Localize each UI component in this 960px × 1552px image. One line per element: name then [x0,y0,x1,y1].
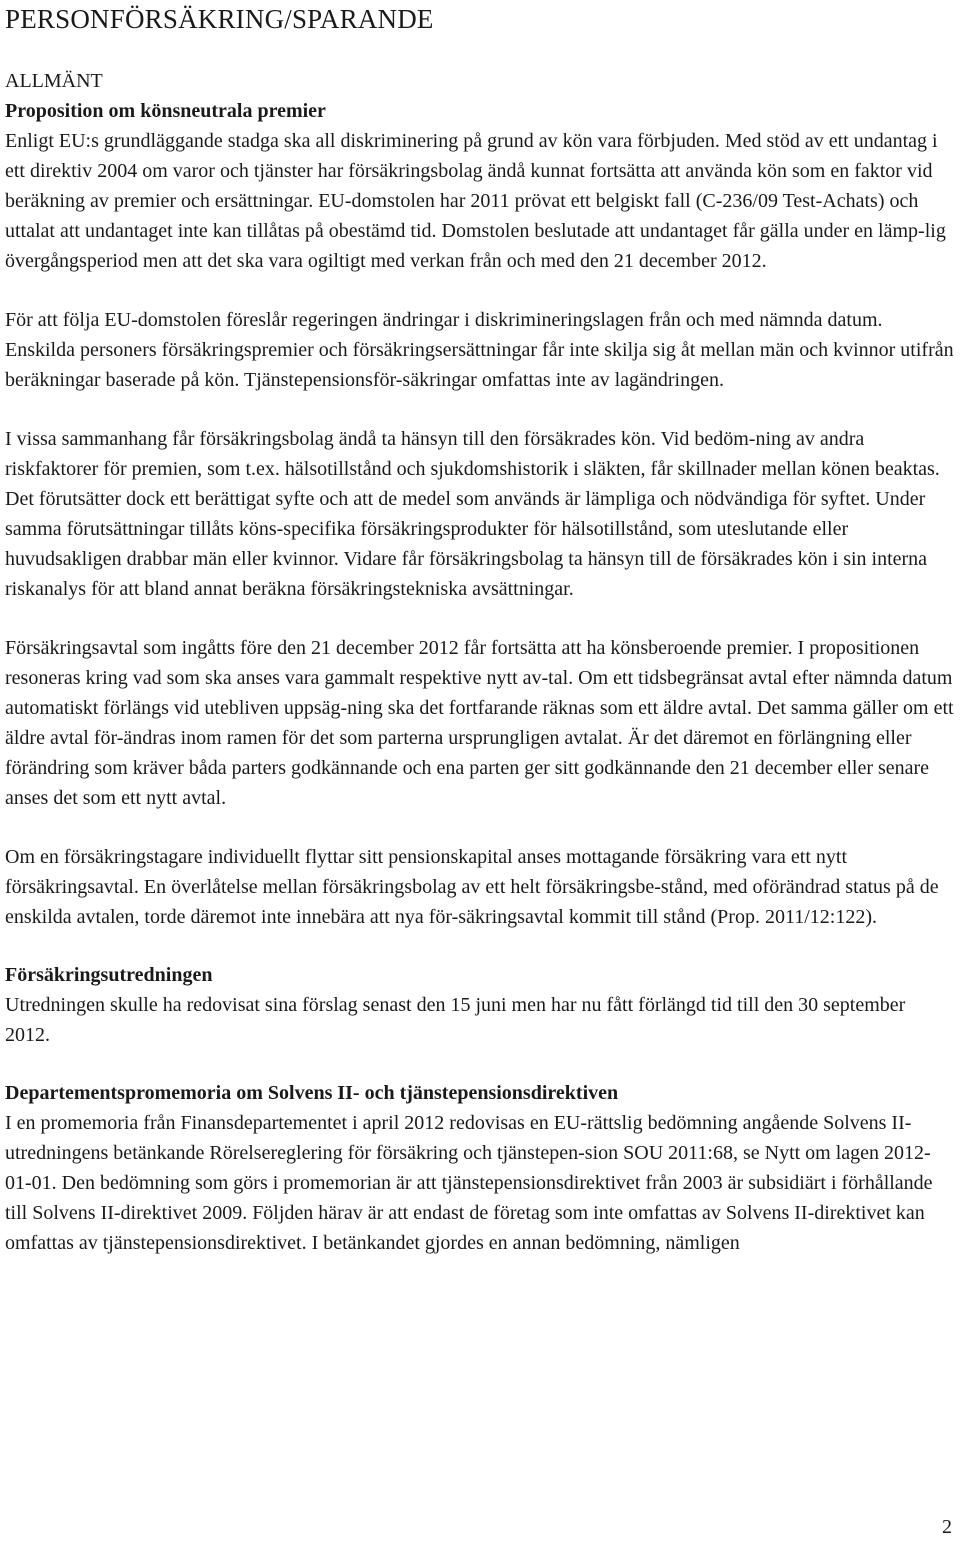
paragraph: Försäkringsavtal som ingåtts före den 21 december 2012 får fortsätta att ha könsberoende premier. I propositionen resoneras kring vad som ska anses vara gammalt respektive nytt av-tal. Om ett tidsbegränsat avtal efter nämnda datum automatiskt förlängs vid utebliven uppsäg-ning ska det fortfarande räknas som ett äldre avtal. Det samma gäller om ett äldre avtal för-ändras inom ramen för det som parterna ursprungligen avtalat. Är det däremot en förlängning eller förändring som kräver båda parters godkännande och ena parten ger sitt godkännande den 21 december eller senare anses det som ett nytt avtal. [5,637,954,809]
paragraph: För att följa EU-domstolen föreslår regeringen ändringar i diskrimineringslagen från och med nämnda datum. Enskilda personers försäkringspremier och försäkringsersättningar får inte skilja sig åt mellan män och kvinnor utifrån beräkningar baserade på kön. Tjänstepensionsför-säkringar omfattas inte av lagändringen. [5,309,954,391]
section-heading: Försäkringsutredningen [5,964,213,986]
paragraph: Enligt EU:s grundläggande stadga ska all diskriminering på grund av kön vara förbjuden. Med stöd av ett undantag i ett direktiv 2004 om varor och tjänster har försäkringsbolag ändå kunnat fortsätta att använda kön som en faktor vid beräkning av premier och ersättningar. EU-domstolen har 2011 prövat ett belgiskt fall (C-236/09 Test-Achats) och uttalat att undantaget inte kan tillåtas på obestämd tid. Domstolen beslutade att undantaget får gälla under en lämp-lig övergångsperiod men att det ska vara ogiltigt med verkan från och med den 21 december 2012. [5,130,946,272]
section-heading: Departementspromemoria om Solvens II- och tjänstepensionsdirektiven [5,1082,619,1104]
section-forsakringsutredningen [5,960,955,1050]
paragraph: Utredningen skulle ha redovisat sina förslag senast den 15 juni men har nu fått förlängd tid till den 30 september 2012. [5,994,906,1046]
paragraph: I en promemoria från Finansdepartementet i april 2012 redovisas en EU-rättslig bedömning angående Solvens II-utredningens betänkande Rörelsereglering för försäkring och tjänstepen-sion SOU 2011:68, se Nytt om lagen 2012-01-01. Den bedömning som görs i promemorian är att tjänstepensionsdirektivet från 2003 är subsidiärt i förhållande till Solvens II-direktivet 2009. Följden härav är att endast de företag som inte omfattas av Solvens II-direktivet kan omfattas av tjänstepensionsdirektivet. I betänkandet gjordes en annan bedömning, nämligen [5,1112,933,1254]
section-label: ALLMÄNT [5,70,103,92]
paragraph: Om en försäkringstagare individuellt flyttar sitt pensionskapital anses mottagande försäkring vara ett nytt försäkringsavtal. En överlåtelse mellan försäkringsbolag av ett helt försäkringsbe-stånd, med oförändrad status på de enskilda avtalen, torde däremot inte innebära att nya för-säkringsavtal kommit till stånd (Prop. 2011/12:122). [5,846,939,928]
paragraph: I vissa sammanhang får försäkringsbolag ändå ta hänsyn till den försäkrades kön. Vid bedöm-ning av andra riskfaktorer för premien, som t.ex. hälsotillstånd och sjukdomshistorik i släkten, får skillnader mellan könen beaktas. Det förutsätter dock ett berättigat syfte och att de medel som används är lämpliga och nödvändiga för syftet. Under samma förutsättningar tillåts köns-specifika försäkringsprodukter för hälsotillstånd, som uteslutande eller huvudsakligen drabbar män eller kvinnor. Vidare får försäkringsbolag ta hänsyn till de försäkrades kön i sin interna riskanalys för att bland annat beräkna försäkringstekniska avsättningar. [5,428,940,600]
section-proposition [5,96,955,932]
page-title: PERSONFÖRSÄKRING/SPARANDE [5,4,434,34]
section-departementspromemoria [5,1078,955,1258]
page-number: 2 [942,1516,952,1538]
section-heading: Proposition om könsneutrala premier [5,100,326,122]
document-page [5,0,955,1258]
